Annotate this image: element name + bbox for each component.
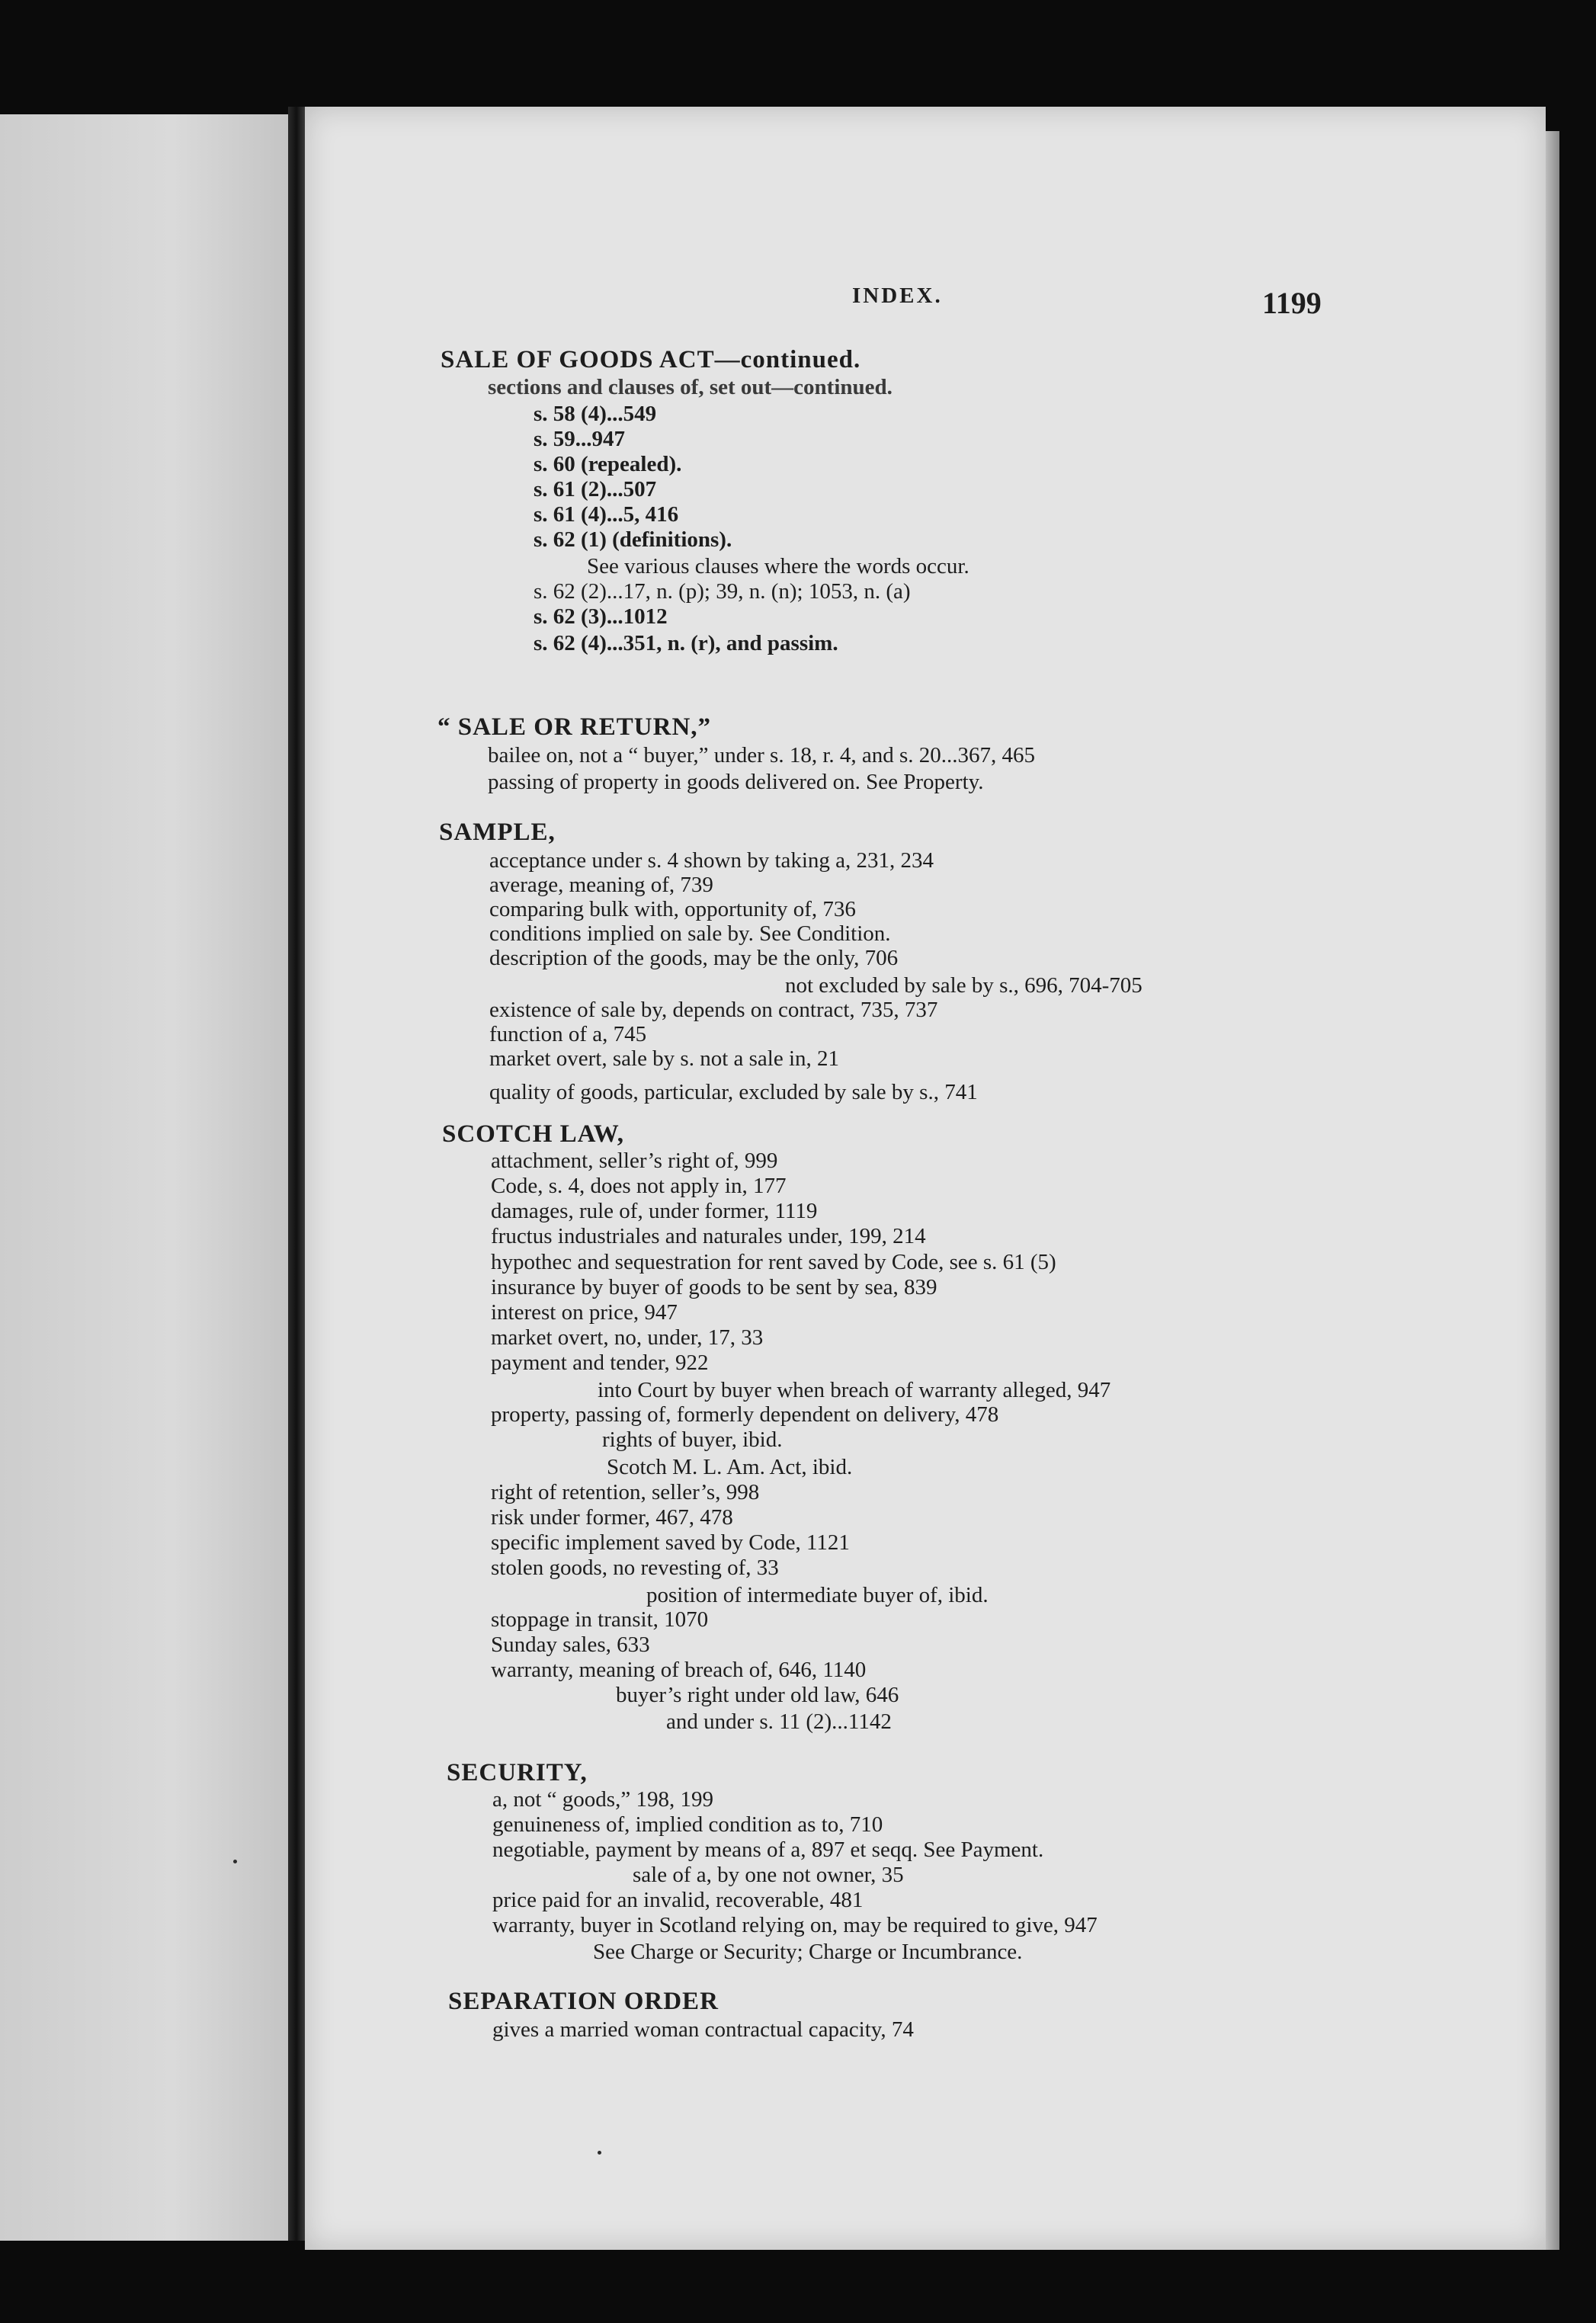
index-entry: existence of sale by, depends on contract, 735, 737: [489, 998, 938, 1022]
index-entry: into Court by buyer when breach of warranty alleged, 947: [598, 1378, 1111, 1402]
index-entry: buyer’s right under old law, 646: [616, 1683, 899, 1707]
index-entry: acceptance under s. 4 shown by taking a, 231, 234: [489, 848, 934, 873]
index-entry: stoppage in transit, 1070: [491, 1607, 709, 1632]
index-entry: passing of property in goods delivered on. See Property.: [488, 770, 984, 794]
index-entry: sale of a, by one not owner, 35: [633, 1863, 904, 1887]
index-entry: damages, rule of, under former, 1119: [491, 1199, 818, 1223]
index-entry: attachment, seller’s right of, 999: [491, 1149, 778, 1173]
index-entry: warranty, buyer in Scotland relying on, may be required to give, 947: [492, 1913, 1098, 1937]
index-entry: and under s. 11 (2)...1142: [666, 1709, 892, 1734]
index-entry: property, passing of, formerly dependent on delivery, 478: [491, 1402, 999, 1427]
index-entry: average, meaning of, 739: [489, 873, 713, 897]
index-entry: s. 62 (2)...17, n. (p); 39, n. (n); 1053, n. (a): [534, 579, 911, 604]
index-entry: conditions implied on sale by. See Condition.: [489, 921, 891, 946]
index-entry: fructus industriales and naturales under, 199, 214: [491, 1224, 926, 1248]
index-entry: genuineness of, implied condition as to, 710: [492, 1812, 883, 1837]
index-entry: Scotch M. L. Am. Act, ibid.: [607, 1455, 853, 1479]
index-heading: SCOTCH LAW,: [442, 1120, 625, 1148]
book-gutter: [288, 107, 305, 2241]
index-entry: market overt, no, under, 17, 33: [491, 1325, 764, 1350]
dust-speck: [233, 1860, 237, 1863]
index-entry: bailee on, not a “ buyer,” under s. 18, r. 4, and s. 20...367, 465: [488, 743, 1036, 767]
index-heading: SAMPLE,: [439, 819, 556, 846]
index-entry: See various clauses where the words occur.: [587, 554, 969, 578]
index-entry: price paid for an invalid, recoverable, 481: [492, 1888, 864, 1912]
index-heading: SECURITY,: [447, 1759, 588, 1786]
index-entry: right of retention, seller’s, 998: [491, 1480, 760, 1504]
running-head: INDEX.: [852, 284, 943, 308]
index-entry: specific implement saved by Code, 1121: [491, 1530, 850, 1555]
index-entry: not excluded by sale by s., 696, 704-705: [785, 973, 1143, 998]
index-entry: s. 62 (4)...351, n. (r), and passim.: [534, 631, 838, 655]
index-entry: market overt, sale by s. not a sale in, 21: [489, 1046, 840, 1071]
index-entry: Sunday sales, 633: [491, 1633, 650, 1657]
index-entry: position of intermediate buyer of, ibid.: [646, 1583, 989, 1607]
index-entry: gives a married woman contractual capacity, 74: [492, 2017, 914, 2042]
index-entry: insurance by buyer of goods to be sent by sea, 839: [491, 1275, 937, 1299]
page-number: 1199: [1262, 286, 1322, 320]
index-entry: s. 61 (4)...5, 416: [534, 502, 679, 527]
index-entry: s. 62 (3)...1012: [534, 604, 668, 629]
index-entry: rights of buyer, ibid.: [602, 1427, 783, 1452]
index-entry: stolen goods, no revesting of, 33: [491, 1556, 779, 1580]
index-entry: Code, s. 4, does not apply in, 177: [491, 1174, 787, 1198]
index-entry: sections and clauses of, set out—continued.: [488, 375, 893, 399]
facing-page-edge: [0, 114, 288, 2241]
index-entry: s. 60 (repealed).: [534, 452, 682, 476]
index-entry: function of a, 745: [489, 1022, 647, 1046]
index-entry: interest on price, 947: [491, 1300, 678, 1325]
index-entry: risk under former, 467, 478: [491, 1505, 733, 1530]
index-entry: negotiable, payment by means of a, 897 et seqq. See Payment.: [492, 1838, 1044, 1862]
index-entry: quality of goods, particular, excluded by sale by s., 741: [489, 1080, 978, 1104]
index-entry: s. 62 (1) (definitions).: [534, 527, 732, 552]
page-edge-shadow: [1546, 131, 1559, 2250]
index-entry: s. 58 (4)...549: [534, 402, 657, 426]
index-entry: hypothec and sequestration for rent saved by Code, see s. 61 (5): [491, 1250, 1056, 1274]
index-entry: See Charge or Security; Charge or Incumbrance.: [593, 1940, 1023, 1964]
index-heading: SALE OF GOODS ACT—continued.: [441, 346, 861, 373]
index-heading: “ SALE OR RETURN,”: [437, 713, 712, 741]
index-entry: a, not “ goods,” 198, 199: [492, 1787, 713, 1812]
index-entry: s. 61 (2)...507: [534, 477, 657, 501]
index-entry: description of the goods, may be the only, 706: [489, 946, 899, 970]
index-entry: payment and tender, 922: [491, 1351, 709, 1375]
index-entry: s. 59...947: [534, 427, 626, 451]
index-entry: warranty, meaning of breach of, 646, 1140: [491, 1658, 867, 1682]
dust-speck: [598, 2151, 601, 2155]
index-heading: SEPARATION ORDER: [448, 1988, 719, 2015]
index-entry: comparing bulk with, opportunity of, 736: [489, 897, 856, 921]
